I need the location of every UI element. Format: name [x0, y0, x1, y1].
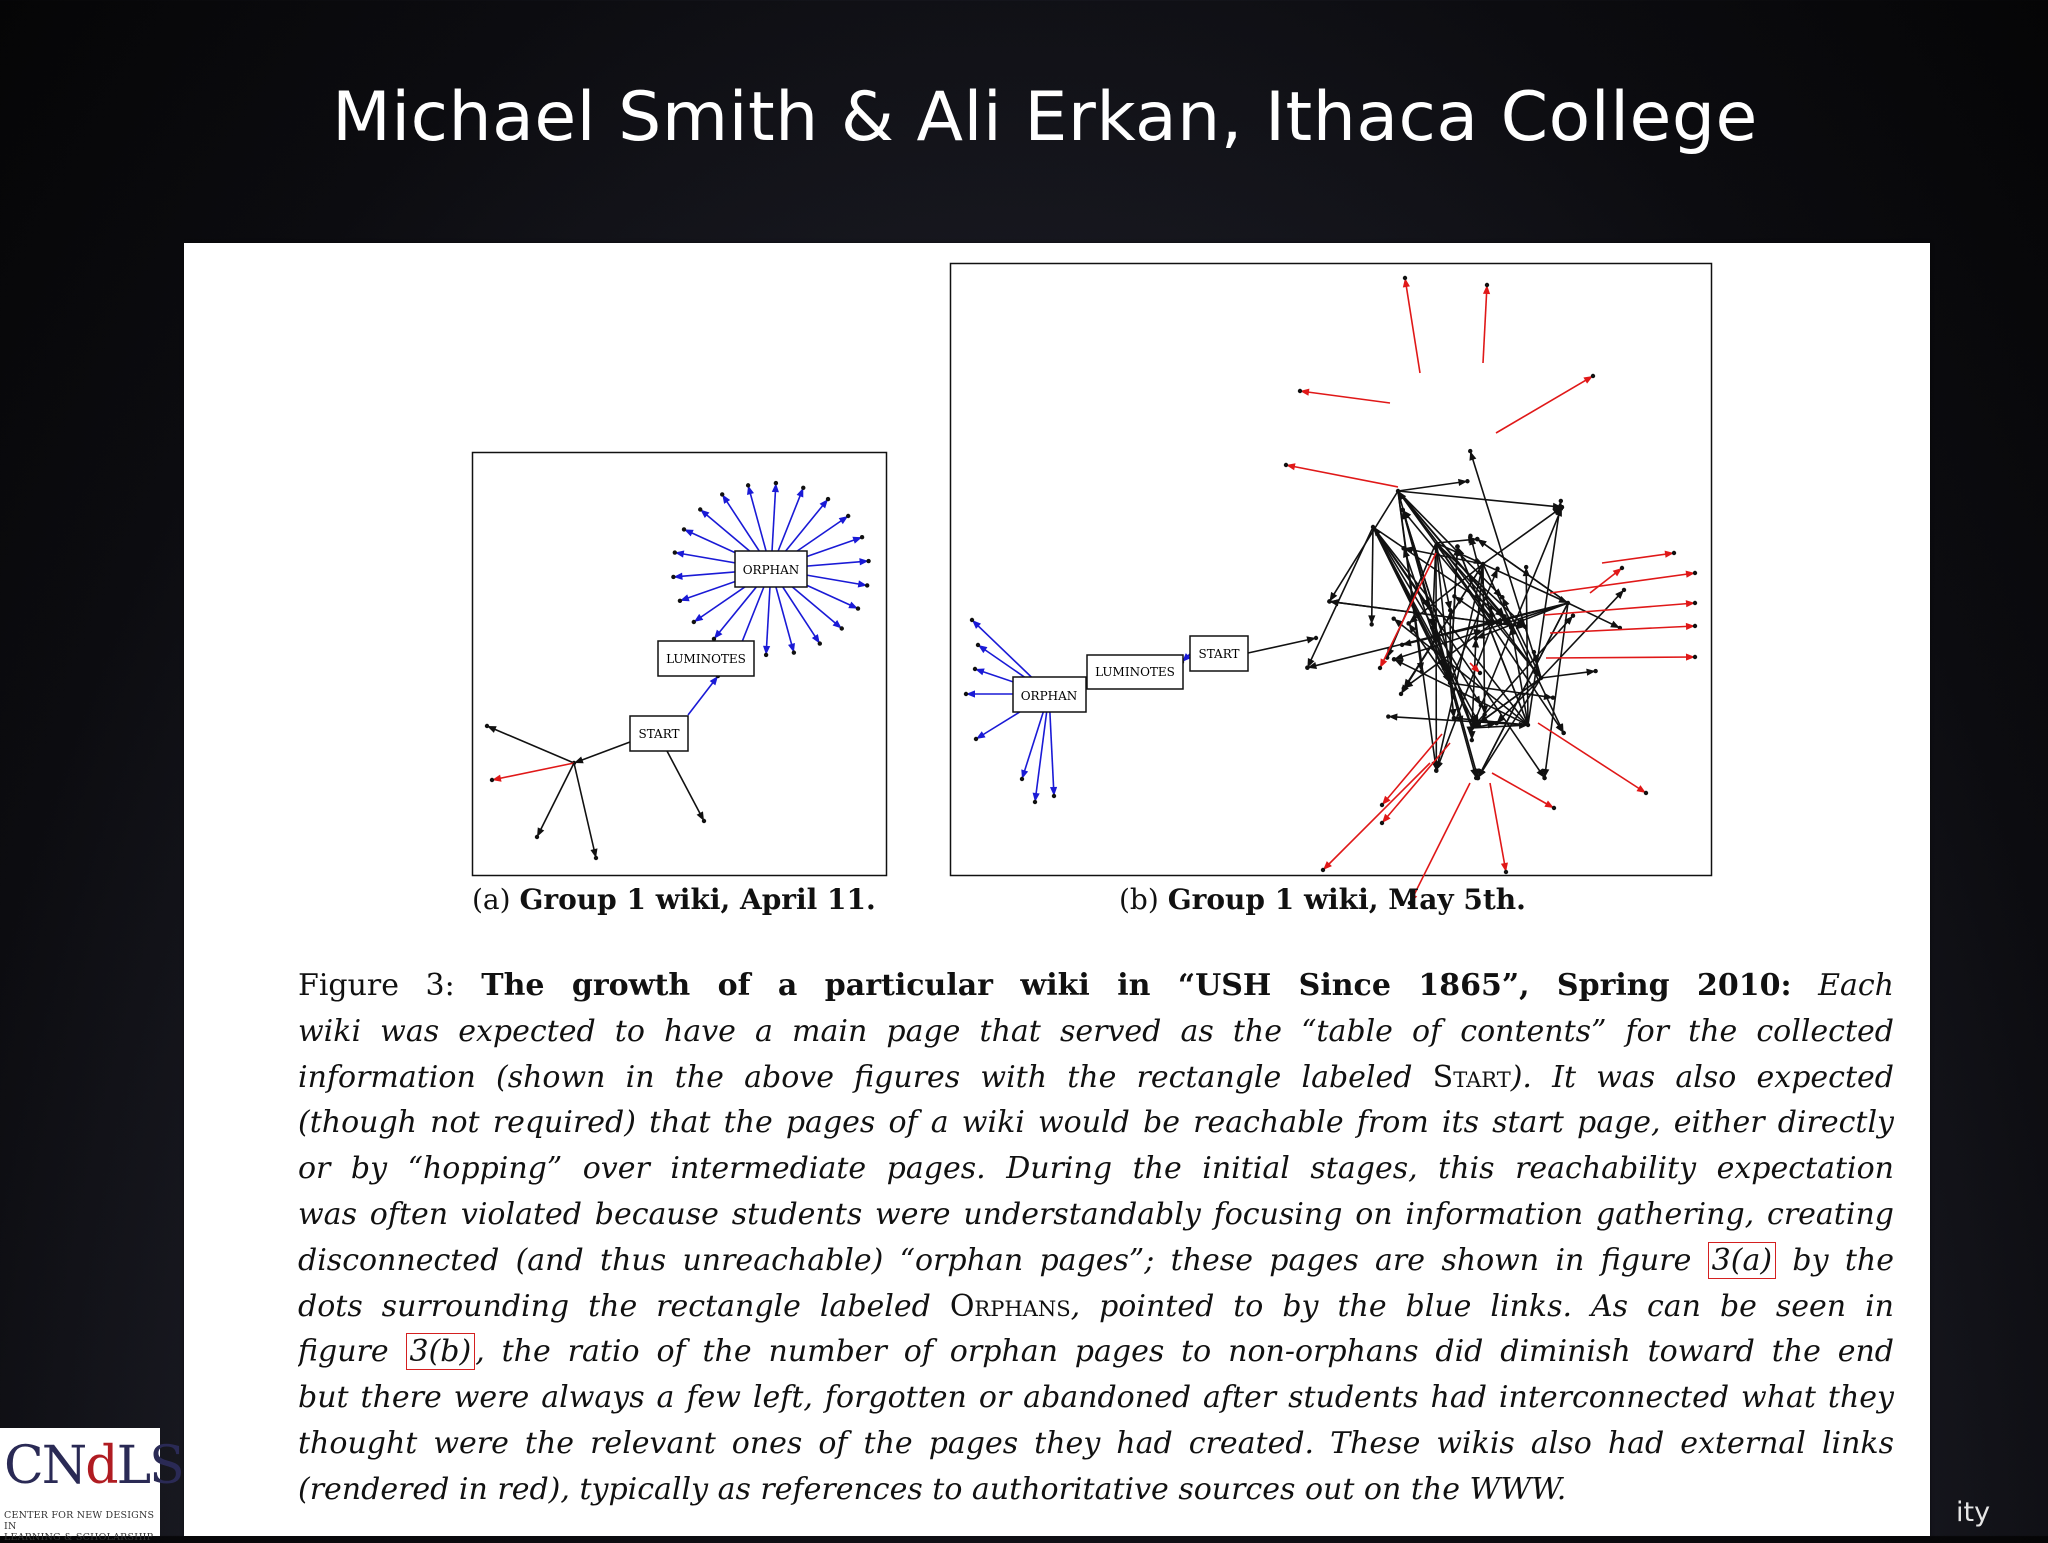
figure-b-external-link-page-dot [1504, 870, 1508, 874]
figure-b-external-link [1602, 553, 1674, 563]
figure-b-external-link [1382, 743, 1450, 823]
figure-b-internal-link-page-dot [1479, 703, 1483, 707]
figure-b-external-link [1496, 376, 1593, 433]
figure-a-start-to-page-page-dot [702, 819, 706, 823]
figure-b-caption [1119, 883, 1526, 916]
figure-b-external-link [1382, 734, 1442, 805]
logo-subtitle [4, 1510, 160, 1543]
caption-line-9-a: figure [298, 1334, 389, 1369]
caption-line-10: but there were always a few left, forgotten or abandoned after students had interconnected what they [298, 1375, 1894, 1421]
caption-line-2: wiki was expected to have a main page that served as the “table of contents” for the collected [298, 1009, 1894, 1055]
figure-a-internal-link-page-dot [594, 856, 598, 860]
figure-b-internal-link-page-dot [1470, 738, 1474, 742]
caption-line-3 [298, 1055, 1894, 1101]
logo-subtitle-line-1: CENTER FOR NEW DESIGNS IN [4, 1510, 160, 1532]
figure-b-internal-link-page-dot [1593, 669, 1597, 673]
figure-a-orphan-link-page-dot [678, 599, 682, 603]
figure-b-external-link-page-dot [1378, 666, 1382, 670]
logo-word-mark: d [85, 1436, 116, 1496]
caption-line-7-a: disconnected (and thus unreachable) “orphan pages”; these pages are shown in figure [298, 1243, 1691, 1278]
figure-b-internal-link-page-dot [1551, 696, 1555, 700]
figure-a-graph [472, 452, 888, 876]
figure-b-internal-link-page-dot [1542, 776, 1546, 780]
figure-b-internal-link [1372, 527, 1373, 624]
figure-b-orphan-link-page-dot [1020, 777, 1024, 781]
figure-b-external-link [1490, 783, 1506, 872]
logo-word-a: CN [4, 1436, 85, 1496]
figure-b-internal-link [1398, 491, 1562, 507]
figure-b-orphan-link-page-dot [970, 618, 974, 622]
figure-a-caption-label: (a) [472, 883, 511, 916]
logo-subtitle-line-2: LEARNING & SCHOLARSHIP [4, 1532, 160, 1543]
figure-b-external-link [1405, 278, 1420, 373]
figure-b-internal-link-page-dot [1401, 546, 1405, 550]
figure-b-edges [964, 276, 1697, 905]
figure-a-luminotes-node [658, 641, 754, 676]
figure-b-frame [951, 264, 1712, 876]
slide-title: Michael Smith & Ali Erkan, Ithaca College [0, 78, 2048, 157]
caption-orphans-term: Orphans [950, 1289, 1071, 1324]
figure-b-external-link-page-dot [1693, 571, 1697, 575]
figure-a-orphan-link-page-dot [856, 606, 860, 610]
figure-a-internal-link [537, 763, 574, 837]
figure-b-external-link-page-dot [1672, 551, 1676, 555]
figure-b-internal-link-page-dot [1399, 692, 1403, 696]
caption-title: The growth of a particular wiki in “USH Since 1865”, Spring 2010: [481, 968, 1791, 1003]
figure-b-internal-link-page-dot [1571, 613, 1575, 617]
caption-line-12: (rendered in red), typically as references to authoritative sources out on the WWW. [298, 1467, 1894, 1513]
figure-b-start-to-cluster-page-dot [1314, 636, 1318, 640]
caption-line-11: thought were the relevant ones of the pages they had created. These wikis also had external links [298, 1421, 1894, 1467]
figure-b-internal-link-page-dot [1386, 714, 1390, 718]
figure-b-external-link [1323, 763, 1430, 870]
figure-a-svg [472, 452, 888, 876]
figure-a-orphan-link-page-dot [774, 481, 778, 485]
figure-b-orphan-label: ORPHAN [1021, 689, 1078, 703]
figure-b-orphan-link-page-dot [964, 692, 968, 696]
figure-b-external-link [1538, 723, 1646, 793]
caption-line-8-a: dots surrounding the rectangle labeled [298, 1289, 931, 1324]
figure-b-internal-link-page-dot [1559, 499, 1563, 503]
figure-a-orphan-link-page-dot [692, 620, 696, 624]
figure-b-internal-link [1307, 527, 1373, 668]
figure-b-luminotes-node [1087, 655, 1183, 689]
caption-line-8 [298, 1284, 1894, 1330]
figure-b-orphan-link-page-dot [1052, 794, 1056, 798]
figure-a-internal-link-page-dot [535, 835, 539, 839]
figure-b-internal-link-page-dot [1402, 686, 1406, 690]
caption-line-5: or by “hopping” over intermediate pages. During the initial stages, this reachability expectation [298, 1146, 1894, 1192]
figure-b-start-to-cluster [1248, 638, 1316, 653]
figure-b-external-link-page-dot [1693, 624, 1697, 628]
figure-a-orphan-link-page-dot [764, 653, 768, 657]
figure-b-internal-link-page-dot [1468, 534, 1472, 538]
caption-line-3-a: information (shown in the above figures with the rectangle labeled [298, 1060, 1412, 1095]
figure-b-external-link-page-dot [1284, 463, 1288, 467]
figure-3b-reference-link[interactable]: 3(b) [406, 1333, 476, 1370]
figure-a-orphan-link-page-dot [746, 483, 750, 487]
caption-start-term: Start [1433, 1060, 1511, 1095]
figure-b-internal-link-page-dot [1502, 614, 1506, 618]
figure-a-orphan-link-page-dot [840, 626, 844, 630]
figure-a-orphan-link-page-dot [860, 535, 864, 539]
figure-a-internal-link [487, 726, 574, 763]
figure-a-start-label: START [638, 727, 679, 741]
figure-b-orphan-node [1013, 677, 1086, 712]
figure-b-external-link-page-dot [1485, 283, 1489, 287]
figure-a-external-link [492, 763, 574, 780]
paper-excerpt [184, 243, 1930, 1536]
figure-b-internal-link-page-dot [1465, 479, 1469, 483]
figure-b-graph [950, 263, 1712, 876]
figure-b-internal-link-page-dot [1305, 666, 1309, 670]
figure-a-orphan-link-page-dot [866, 559, 870, 563]
figure-a-orphan-link-page-dot [818, 641, 822, 645]
figure-b-orphan-link-page-dot [1033, 800, 1037, 804]
figure-b-luminotes-label: LUMINOTES [1095, 665, 1175, 679]
caption-line-1-tail: Each [1818, 968, 1894, 1003]
caption-line-9-b: , the ratio of the number of orphan pages to non-orphans did diminish toward the end [475, 1334, 1894, 1369]
figure-b-internal-link-page-dot [1474, 776, 1478, 780]
figure-a-orphan-link-page-dot [720, 492, 724, 496]
figure-b-internal-link-page-dot [1391, 616, 1395, 620]
figure-b-external-link [1483, 285, 1487, 363]
figure-a-orphan-link-page-dot [846, 514, 850, 518]
figure-b-caption-label: (b) [1119, 883, 1159, 916]
figure-b-external-link-page-dot [1380, 803, 1384, 807]
figure-b-internal-link [1398, 481, 1467, 491]
figure-b-external-link-page-dot [1380, 821, 1384, 825]
figure-b-internal-link-page-dot [1327, 599, 1331, 603]
figure-b-internal-link-page-dot [1434, 768, 1438, 772]
figure-a-internal-link [574, 763, 596, 858]
caption-line-8-b: , pointed to by the blue links. As can be seen in [1071, 1289, 1894, 1324]
figure-b-external-link-page-dot [1693, 655, 1697, 659]
figure-b-external-link-page-dot [1403, 276, 1407, 280]
figure-a-orphan-link-page-dot [673, 550, 677, 554]
caption-line-7-b: by the [1792, 1243, 1894, 1278]
figure-b-start-label: START [1198, 647, 1239, 661]
corner-text-fragment: ity [1956, 1497, 1990, 1528]
caption-lead: Figure 3: [298, 968, 455, 1003]
figure-b-caption-text: Group 1 wiki, May 5th. [1168, 883, 1526, 916]
figure-b-svg [950, 263, 1712, 876]
figure-a-internal-link-page-dot [485, 724, 489, 728]
figure-b-orphan-link-page-dot [974, 737, 978, 741]
figure-a-orphan-link-page-dot [792, 650, 796, 654]
figure-b-internal-link-page-dot [1448, 681, 1452, 685]
caption-line-4: (though not required) that the pages of a wiki would be reachable from its start page, either directly [298, 1100, 1894, 1146]
figure-b-external-link [1550, 626, 1695, 633]
figure-b-start-node [1190, 636, 1248, 671]
figure-b-internal-link-page-dot [1509, 624, 1513, 628]
figure-b-internal-link-page-dot [1455, 544, 1459, 548]
figure-b-orphan-link-page-dot [973, 667, 977, 671]
figure-b-external-link-page-dot [1298, 389, 1302, 393]
figure-b-internal-link-page-dot [1622, 588, 1626, 592]
figure-b-internal-link-page-dot [1448, 608, 1452, 612]
caption-line-6: was often violated because students were understandably focusing on information gathering, creating [298, 1192, 1894, 1238]
figure-a-caption-text: Group 1 wiki, April 11. [519, 883, 875, 916]
figure-b-internal-link-page-dot [1475, 537, 1479, 541]
figure-a-luminotes-label: LUMINOTES [666, 652, 746, 666]
figure-b-internal-link-page-dot [1400, 643, 1404, 647]
figure-b-internal-link-page-dot [1474, 636, 1478, 640]
caption-line-3-b: ). It was also expected [1511, 1060, 1894, 1095]
figure-b-internal-link-page-dot [1400, 508, 1404, 512]
figure-b-orphan-link-page-dot [976, 643, 980, 647]
figure-b-internal-link-page-dot [1561, 731, 1565, 735]
figure-b-internal-link-page-dot [1369, 622, 1373, 626]
figure-b-internal-link-page-dot [1500, 595, 1504, 599]
figure-b-external-link [1286, 465, 1398, 487]
figure-b-internal-link [1545, 603, 1568, 778]
figure-b-external-link-page-dot [1478, 671, 1482, 675]
figure-a-orphan-link-page-dot [698, 507, 702, 511]
figure-a-caption [472, 883, 876, 916]
figure-a-orphan-node [735, 551, 807, 587]
figure-b-external-link-page-dot [1591, 374, 1595, 378]
figure-b-external-link-page-dot [1552, 806, 1556, 810]
figure-3a-reference-link[interactable]: 3(a) [1708, 1242, 1776, 1279]
figure-b-external-link-page-dot [1321, 868, 1325, 872]
figure-b-internal-link [1541, 590, 1624, 678]
figure-a-orphan-link-page-dot [826, 497, 830, 501]
figure-b-external-link-page-dot [1693, 601, 1697, 605]
figure-b-internal-link-page-dot [1524, 565, 1528, 569]
caption-line-1 [298, 963, 1894, 1009]
figure-b-internal-link-page-dot [1392, 657, 1396, 661]
figure-a-orphan-link-page-dot [865, 583, 869, 587]
figure-a-external-link-page-dot [490, 778, 494, 782]
figure-b-external-link-page-dot [1620, 566, 1624, 570]
figure-b-external-link [1300, 391, 1390, 403]
figure-a-orphan-link-page-dot [671, 575, 675, 579]
figure-a-orphan-link-page-dot [801, 486, 805, 490]
cndls-logo [0, 1428, 160, 1536]
figure-b-internal-link-page-dot [1532, 650, 1536, 654]
caption-line-9 [298, 1329, 1894, 1375]
figure-b-external-link [1546, 657, 1695, 658]
figure-b-internal-link-page-dot [1406, 621, 1410, 625]
caption-line-7 [298, 1238, 1894, 1284]
figure-a-orphan-link-page-dot [682, 527, 686, 531]
logo-wordmark [4, 1436, 183, 1496]
figure-a-start-node [630, 716, 688, 751]
figure-b-internal-link-page-dot [1468, 449, 1472, 453]
figure-caption [298, 963, 1894, 1513]
figure-b-external-link-page-dot [1644, 791, 1648, 795]
figure-a-start-to-page [667, 751, 704, 821]
figure-a-orphan-label: ORPHAN [743, 563, 800, 577]
logo-word-b: LS [117, 1436, 183, 1496]
